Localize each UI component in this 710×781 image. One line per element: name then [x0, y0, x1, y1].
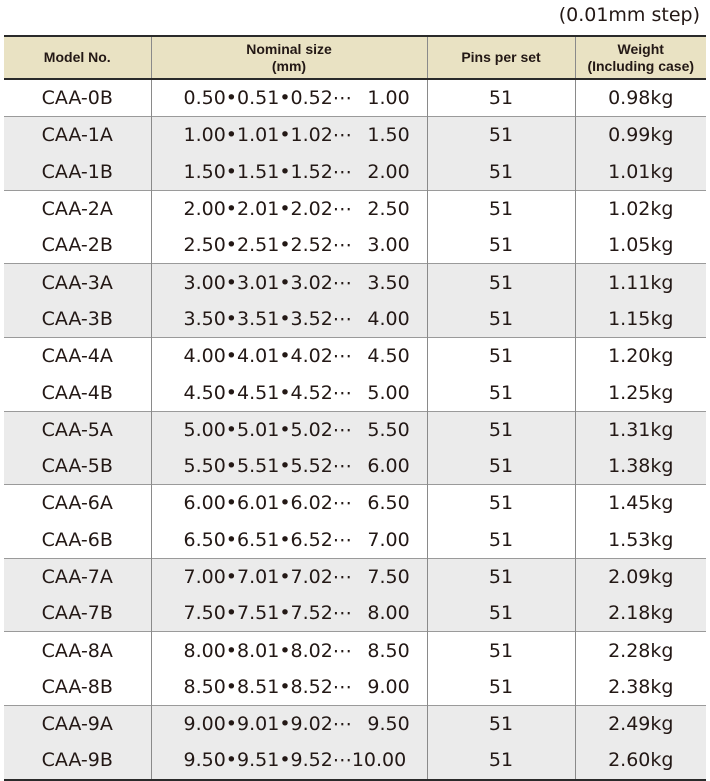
table-body	[4, 79, 706, 780]
table-row	[4, 117, 706, 154]
weight-cell: 1.31kg	[575, 411, 706, 448]
weight-cell: 2.09kg	[575, 558, 706, 595]
model-cell: CAA-2A	[4, 190, 151, 227]
size-cell: 7.00•7.01•7.02⋯ 7.50	[151, 558, 427, 595]
model-cell: CAA-2B	[4, 227, 151, 264]
header-nominal-size	[151, 36, 427, 79]
size-cell: 8.50•8.51•8.52⋯ 9.00	[151, 669, 427, 706]
weight-cell: 1.38kg	[575, 448, 706, 485]
pins-cell: 51	[427, 706, 575, 743]
weight-cell: 1.02kg	[575, 190, 706, 227]
table-row	[4, 632, 706, 669]
model-cell: CAA-6A	[4, 485, 151, 522]
weight-cell: 2.28kg	[575, 632, 706, 669]
model-cell: CAA-7B	[4, 595, 151, 632]
table-row	[4, 301, 706, 338]
size-cell: 5.50•5.51•5.52⋯ 6.00	[151, 448, 427, 485]
pins-cell: 51	[427, 227, 575, 264]
size-cell: 4.00•4.01•4.02⋯ 4.50	[151, 338, 427, 375]
weight-cell: 1.45kg	[575, 485, 706, 522]
pins-cell: 51	[427, 154, 575, 191]
pins-cell: 51	[427, 79, 575, 117]
table-row	[4, 338, 706, 375]
model-cell: CAA-7A	[4, 558, 151, 595]
size-cell: 2.50•2.51•2.52⋯ 3.00	[151, 227, 427, 264]
size-cell: 1.50•1.51•1.52⋯ 2.00	[151, 154, 427, 191]
model-cell: CAA-5B	[4, 448, 151, 485]
size-cell: 2.00•2.01•2.02⋯ 2.50	[151, 190, 427, 227]
pins-cell: 51	[427, 669, 575, 706]
model-cell: CAA-4A	[4, 338, 151, 375]
size-cell: 7.50•7.51•7.52⋯ 8.00	[151, 595, 427, 632]
table-row	[4, 448, 706, 485]
table-row	[4, 374, 706, 411]
pins-cell: 51	[427, 742, 575, 779]
model-cell: CAA-3A	[4, 264, 151, 301]
header-weight-line2: (Including case)	[587, 57, 695, 74]
weight-cell: 1.53kg	[575, 522, 706, 559]
model-cell: CAA-6B	[4, 522, 151, 559]
size-cell: 9.00•9.01•9.02⋯ 9.50	[151, 706, 427, 743]
table-row	[4, 742, 706, 779]
weight-cell: 0.99kg	[575, 117, 706, 154]
size-cell: 4.50•4.51•4.52⋯ 5.00	[151, 374, 427, 411]
model-cell: CAA-5A	[4, 411, 151, 448]
size-cell: 6.50•6.51•6.52⋯ 7.00	[151, 522, 427, 559]
pins-cell: 51	[427, 264, 575, 301]
model-cell: CAA-3B	[4, 301, 151, 338]
weight-cell: 2.60kg	[575, 742, 706, 779]
pins-cell: 51	[427, 190, 575, 227]
size-cell: 3.00•3.01•3.02⋯ 3.50	[151, 264, 427, 301]
size-cell: 0.50•0.51•0.52⋯ 1.00	[151, 79, 427, 117]
pin-gauge-spec-table	[4, 35, 706, 781]
weight-cell: 2.18kg	[575, 595, 706, 632]
table-row	[4, 227, 706, 264]
table-row	[4, 595, 706, 632]
table-row	[4, 669, 706, 706]
header-weight	[575, 36, 706, 79]
pins-cell: 51	[427, 595, 575, 632]
header-row	[4, 36, 706, 79]
header-model-label: Model No.	[43, 49, 111, 65]
pins-cell: 51	[427, 301, 575, 338]
table-row	[4, 154, 706, 191]
header-pins-label: Pins per set	[461, 49, 541, 65]
size-cell: 3.50•3.51•3.52⋯ 4.00	[151, 301, 427, 338]
model-cell: CAA-1A	[4, 117, 151, 154]
model-cell: CAA-8A	[4, 632, 151, 669]
header-weight-line1: Weight	[617, 40, 664, 57]
model-cell: CAA-4B	[4, 374, 151, 411]
table-row	[4, 264, 706, 301]
pins-cell: 51	[427, 411, 575, 448]
weight-cell: 2.38kg	[575, 669, 706, 706]
weight-cell: 1.25kg	[575, 374, 706, 411]
pins-cell: 51	[427, 522, 575, 559]
header-size-line1: Nominal size	[246, 40, 332, 57]
model-cell: CAA-9B	[4, 742, 151, 779]
table-row	[4, 190, 706, 227]
table-row	[4, 522, 706, 559]
weight-cell: 1.01kg	[575, 154, 706, 191]
header-pins	[427, 36, 575, 79]
table-row	[4, 485, 706, 522]
size-cell: 5.00•5.01•5.02⋯ 5.50	[151, 411, 427, 448]
pins-cell: 51	[427, 448, 575, 485]
table-row	[4, 411, 706, 448]
step-note: (0.01mm step)	[558, 4, 700, 26]
pins-cell: 51	[427, 558, 575, 595]
weight-cell: 2.49kg	[575, 706, 706, 743]
size-cell: 6.00•6.01•6.02⋯ 6.50	[151, 485, 427, 522]
weight-cell: 1.05kg	[575, 227, 706, 264]
weight-cell: 1.15kg	[575, 301, 706, 338]
size-cell: 9.50•9.51•9.52⋯10.00	[151, 742, 427, 779]
weight-cell: 1.20kg	[575, 338, 706, 375]
size-cell: 8.00•8.01•8.02⋯ 8.50	[151, 632, 427, 669]
pins-cell: 51	[427, 338, 575, 375]
size-cell: 1.00•1.01•1.02⋯ 1.50	[151, 117, 427, 154]
weight-cell: 0.98kg	[575, 79, 706, 117]
model-cell: CAA-1B	[4, 154, 151, 191]
model-cell: CAA-0B	[4, 79, 151, 117]
table-row	[4, 79, 706, 117]
model-cell: CAA-9A	[4, 706, 151, 743]
header-size-line2: (mm)	[271, 57, 307, 74]
model-cell: CAA-8B	[4, 669, 151, 706]
table-row	[4, 706, 706, 743]
pins-cell: 51	[427, 632, 575, 669]
pins-cell: 51	[427, 117, 575, 154]
pins-cell: 51	[427, 485, 575, 522]
table-row	[4, 558, 706, 595]
header-model	[4, 36, 151, 79]
pins-cell: 51	[427, 374, 575, 411]
weight-cell: 1.11kg	[575, 264, 706, 301]
